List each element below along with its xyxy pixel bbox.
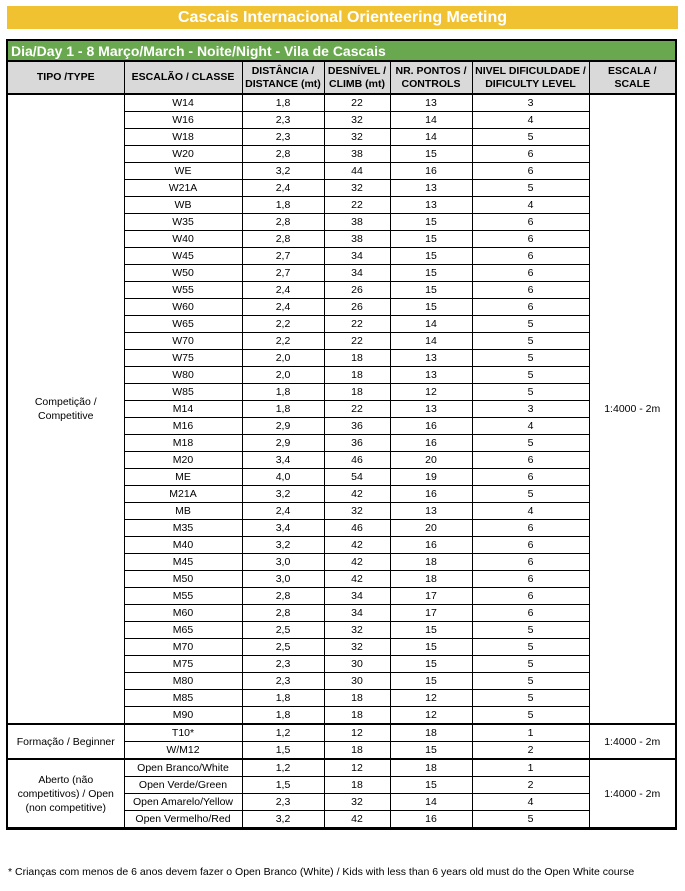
cell-distance: 2,7: [242, 265, 324, 282]
cell-controls: 18: [390, 554, 472, 571]
cell-climb: 32: [324, 503, 390, 520]
cell-distance: 2,9: [242, 418, 324, 435]
cell-distance: 2,3: [242, 656, 324, 673]
cell-class: W20: [124, 146, 242, 163]
cell-controls: 14: [390, 794, 472, 811]
cell-controls: 15: [390, 777, 472, 794]
section-type: Formação / Beginner: [8, 724, 124, 759]
cell-controls: 12: [390, 690, 472, 707]
cell-distance: 2,8: [242, 146, 324, 163]
cell-climb: 36: [324, 418, 390, 435]
cell-level: 6: [472, 146, 589, 163]
column-header-row: [8, 62, 675, 95]
cell-level: 5: [472, 673, 589, 690]
cell-climb: 54: [324, 469, 390, 486]
cell-level: 5: [472, 180, 589, 197]
cell-distance: 2,4: [242, 299, 324, 316]
cell-class: W50: [124, 265, 242, 282]
cell-climb: 32: [324, 622, 390, 639]
cell-controls: 16: [390, 435, 472, 452]
cell-class: ME: [124, 469, 242, 486]
cell-distance: 2,2: [242, 333, 324, 350]
cell-climb: 18: [324, 777, 390, 794]
cell-level: 4: [472, 503, 589, 520]
cell-climb: 18: [324, 367, 390, 384]
cell-controls: 16: [390, 486, 472, 503]
cell-distance: 1,8: [242, 690, 324, 707]
cell-distance: 2,5: [242, 639, 324, 656]
cell-class: M55: [124, 588, 242, 605]
cell-controls: 20: [390, 520, 472, 537]
cell-class: W65: [124, 316, 242, 333]
cell-climb: 18: [324, 690, 390, 707]
cell-climb: 34: [324, 248, 390, 265]
cell-class: M45: [124, 554, 242, 571]
section-scale: 1:4000 - 2m: [589, 759, 675, 828]
cell-controls: 14: [390, 129, 472, 146]
cell-distance: 2,3: [242, 673, 324, 690]
cell-class: M14: [124, 401, 242, 418]
cell-controls: 15: [390, 299, 472, 316]
cell-distance: 2,8: [242, 605, 324, 622]
cell-controls: 15: [390, 146, 472, 163]
cell-class: W40: [124, 231, 242, 248]
cell-level: 6: [472, 282, 589, 299]
cell-class: W/M12: [124, 742, 242, 760]
cell-climb: 18: [324, 350, 390, 367]
cell-level: 6: [472, 554, 589, 571]
cell-controls: 17: [390, 588, 472, 605]
cell-class: W21A: [124, 180, 242, 197]
cell-level: 6: [472, 452, 589, 469]
cell-class: MB: [124, 503, 242, 520]
cell-class: W70: [124, 333, 242, 350]
cell-climb: 46: [324, 520, 390, 537]
cell-level: 4: [472, 112, 589, 129]
cell-level: 5: [472, 316, 589, 333]
cell-distance: 1,8: [242, 197, 324, 214]
cell-distance: 3,2: [242, 537, 324, 554]
cell-distance: 1,2: [242, 724, 324, 742]
cell-controls: 16: [390, 537, 472, 554]
cell-controls: 13: [390, 197, 472, 214]
table-row: [8, 724, 675, 742]
cell-level: 6: [472, 265, 589, 282]
cell-distance: 2,8: [242, 588, 324, 605]
cell-distance: 3,2: [242, 486, 324, 503]
cell-controls: 15: [390, 673, 472, 690]
cell-distance: 2,0: [242, 350, 324, 367]
cell-distance: 2,9: [242, 435, 324, 452]
cell-climb: 18: [324, 707, 390, 725]
cell-distance: 2,8: [242, 214, 324, 231]
column-header-type: TIPO /TYPE: [8, 62, 124, 95]
cell-class: WE: [124, 163, 242, 180]
cell-controls: 16: [390, 418, 472, 435]
cell-class: M20: [124, 452, 242, 469]
cell-climb: 38: [324, 146, 390, 163]
cell-level: 5: [472, 367, 589, 384]
cell-controls: 15: [390, 231, 472, 248]
cell-distance: 3,4: [242, 452, 324, 469]
day-header: Dia/Day 1 - 8 Março/March - Noite/Night - Vila de Cascais: [8, 41, 675, 61]
cell-distance: 2,2: [242, 316, 324, 333]
cell-distance: 3,0: [242, 554, 324, 571]
cell-class: W55: [124, 282, 242, 299]
cell-controls: 13: [390, 180, 472, 197]
cell-controls: 13: [390, 367, 472, 384]
cell-climb: 32: [324, 180, 390, 197]
section-type: Competição / Competitive: [8, 94, 124, 724]
cell-controls: 18: [390, 724, 472, 742]
cell-controls: 15: [390, 622, 472, 639]
cell-controls: 12: [390, 384, 472, 401]
section-scale: 1:4000 - 2m: [589, 94, 675, 724]
cell-class: W85: [124, 384, 242, 401]
column-header-level: NIVEL DIFICULDADE / DIFICULTY LEVEL: [472, 62, 589, 95]
cell-level: 1: [472, 724, 589, 742]
cell-climb: 42: [324, 571, 390, 588]
cell-distance: 3,0: [242, 571, 324, 588]
cell-climb: 32: [324, 129, 390, 146]
cell-climb: 46: [324, 452, 390, 469]
column-header-scale: ESCALA / SCALE: [589, 62, 675, 95]
cell-level: 6: [472, 163, 589, 180]
cell-class: M16: [124, 418, 242, 435]
cell-class: W18: [124, 129, 242, 146]
cell-distance: 1,5: [242, 742, 324, 760]
cell-climb: 42: [324, 554, 390, 571]
cell-climb: 32: [324, 794, 390, 811]
cell-class: W75: [124, 350, 242, 367]
cell-level: 3: [472, 401, 589, 418]
column-header-controls: NR. PONTOS / CONTROLS: [390, 62, 472, 95]
cell-climb: 12: [324, 724, 390, 742]
cell-climb: 42: [324, 537, 390, 554]
cell-level: 5: [472, 350, 589, 367]
cell-class: M40: [124, 537, 242, 554]
cell-climb: 36: [324, 435, 390, 452]
cell-climb: 34: [324, 605, 390, 622]
cell-distance: 2,3: [242, 794, 324, 811]
cell-climb: 44: [324, 163, 390, 180]
cell-climb: 32: [324, 112, 390, 129]
cell-distance: 4,0: [242, 469, 324, 486]
cell-class: W14: [124, 94, 242, 112]
cell-class: Open Amarelo/Yellow: [124, 794, 242, 811]
cell-distance: 2,5: [242, 622, 324, 639]
cell-distance: 2,3: [242, 129, 324, 146]
course-table: [8, 61, 675, 828]
cell-level: 5: [472, 333, 589, 350]
cell-controls: 14: [390, 333, 472, 350]
cell-distance: 3,2: [242, 811, 324, 828]
cell-controls: 16: [390, 811, 472, 828]
cell-distance: 2,4: [242, 282, 324, 299]
cell-class: W60: [124, 299, 242, 316]
cell-climb: 32: [324, 639, 390, 656]
cell-level: 2: [472, 742, 589, 760]
cell-class: M18: [124, 435, 242, 452]
cell-controls: 20: [390, 452, 472, 469]
cell-level: 1: [472, 759, 589, 777]
cell-controls: 15: [390, 639, 472, 656]
cell-climb: 22: [324, 316, 390, 333]
cell-level: 6: [472, 588, 589, 605]
cell-distance: 2,0: [242, 367, 324, 384]
cell-class: WB: [124, 197, 242, 214]
cell-distance: 2,4: [242, 503, 324, 520]
column-header-class: ESCALÃO / CLASSE: [124, 62, 242, 95]
cell-distance: 1,8: [242, 94, 324, 112]
cell-level: 6: [472, 299, 589, 316]
cell-climb: 22: [324, 401, 390, 418]
cell-controls: 14: [390, 112, 472, 129]
cell-climb: 38: [324, 231, 390, 248]
cell-climb: 38: [324, 214, 390, 231]
cell-level: 6: [472, 231, 589, 248]
cell-controls: 18: [390, 571, 472, 588]
column-header-distance: DISTÂNCIA / DISTANCE (mt): [242, 62, 324, 95]
cell-level: 5: [472, 639, 589, 656]
cell-climb: 42: [324, 486, 390, 503]
cell-level: 4: [472, 197, 589, 214]
cell-class: W45: [124, 248, 242, 265]
table-row: [8, 94, 675, 112]
cell-climb: 18: [324, 742, 390, 760]
cell-level: 6: [472, 571, 589, 588]
cell-controls: 17: [390, 605, 472, 622]
cell-class: M90: [124, 707, 242, 725]
cell-level: 5: [472, 384, 589, 401]
cell-level: 2: [472, 777, 589, 794]
table-body: [8, 94, 675, 828]
cell-level: 5: [472, 707, 589, 725]
cell-controls: 15: [390, 265, 472, 282]
cell-level: 5: [472, 656, 589, 673]
cell-class: M85: [124, 690, 242, 707]
cell-distance: 1,8: [242, 401, 324, 418]
cell-controls: 12: [390, 707, 472, 725]
cell-level: 4: [472, 794, 589, 811]
cell-class: M65: [124, 622, 242, 639]
cell-controls: 13: [390, 503, 472, 520]
cell-distance: 1,5: [242, 777, 324, 794]
cell-class: M80: [124, 673, 242, 690]
cell-controls: 15: [390, 656, 472, 673]
cell-controls: 16: [390, 163, 472, 180]
cell-controls: 13: [390, 350, 472, 367]
cell-distance: 3,4: [242, 520, 324, 537]
cell-level: 5: [472, 129, 589, 146]
cell-class: M21A: [124, 486, 242, 503]
cell-climb: 22: [324, 197, 390, 214]
cell-class: Open Verde/Green: [124, 777, 242, 794]
cell-controls: 13: [390, 401, 472, 418]
cell-level: 5: [472, 435, 589, 452]
section-type: Aberto (não competitivos) / Open (non competitive): [8, 759, 124, 828]
cell-controls: 15: [390, 742, 472, 760]
cell-level: 6: [472, 248, 589, 265]
cell-level: 5: [472, 486, 589, 503]
cell-climb: 26: [324, 282, 390, 299]
cell-distance: 2,8: [242, 231, 324, 248]
cell-distance: 3,2: [242, 163, 324, 180]
cell-level: 6: [472, 605, 589, 622]
cell-climb: 22: [324, 333, 390, 350]
cell-controls: 15: [390, 248, 472, 265]
cell-level: 6: [472, 469, 589, 486]
cell-class: M75: [124, 656, 242, 673]
cell-level: 6: [472, 537, 589, 554]
cell-class: W35: [124, 214, 242, 231]
cell-class: M35: [124, 520, 242, 537]
section-scale: 1:4000 - 2m: [589, 724, 675, 759]
cell-climb: 18: [324, 384, 390, 401]
cell-controls: 14: [390, 316, 472, 333]
schedule-table-container: [6, 39, 677, 830]
cell-class: Open Vermelho/Red: [124, 811, 242, 828]
cell-class: T10*: [124, 724, 242, 742]
cell-climb: 30: [324, 656, 390, 673]
cell-distance: 1,8: [242, 707, 324, 725]
page-title: Cascais Internacional Orienteering Meeting: [7, 6, 678, 29]
cell-controls: 15: [390, 214, 472, 231]
cell-climb: 26: [324, 299, 390, 316]
cell-climb: 30: [324, 673, 390, 690]
cell-level: 5: [472, 811, 589, 828]
cell-climb: 42: [324, 811, 390, 828]
cell-controls: 19: [390, 469, 472, 486]
cell-distance: 1,8: [242, 384, 324, 401]
cell-level: 6: [472, 520, 589, 537]
cell-class: Open Branco/White: [124, 759, 242, 777]
cell-distance: 2,4: [242, 180, 324, 197]
cell-class: W16: [124, 112, 242, 129]
cell-class: M50: [124, 571, 242, 588]
cell-controls: 13: [390, 94, 472, 112]
cell-level: 5: [472, 622, 589, 639]
cell-distance: 2,7: [242, 248, 324, 265]
cell-climb: 22: [324, 94, 390, 112]
footnote: * Crianças com menos de 6 anos devem fazer o Open Branco (White) / Kids with less than 6 years old must do the Open White course: [8, 866, 635, 878]
cell-class: M60: [124, 605, 242, 622]
cell-climb: 34: [324, 265, 390, 282]
cell-level: 6: [472, 214, 589, 231]
cell-level: 4: [472, 418, 589, 435]
table-row: [8, 759, 675, 777]
cell-class: M70: [124, 639, 242, 656]
cell-controls: 15: [390, 282, 472, 299]
cell-controls: 18: [390, 759, 472, 777]
column-header-climb: DESNÍVEL / CLIMB (mt): [324, 62, 390, 95]
cell-class: W80: [124, 367, 242, 384]
cell-climb: 12: [324, 759, 390, 777]
cell-climb: 34: [324, 588, 390, 605]
cell-level: 3: [472, 94, 589, 112]
cell-distance: 2,3: [242, 112, 324, 129]
cell-distance: 1,2: [242, 759, 324, 777]
cell-level: 5: [472, 690, 589, 707]
